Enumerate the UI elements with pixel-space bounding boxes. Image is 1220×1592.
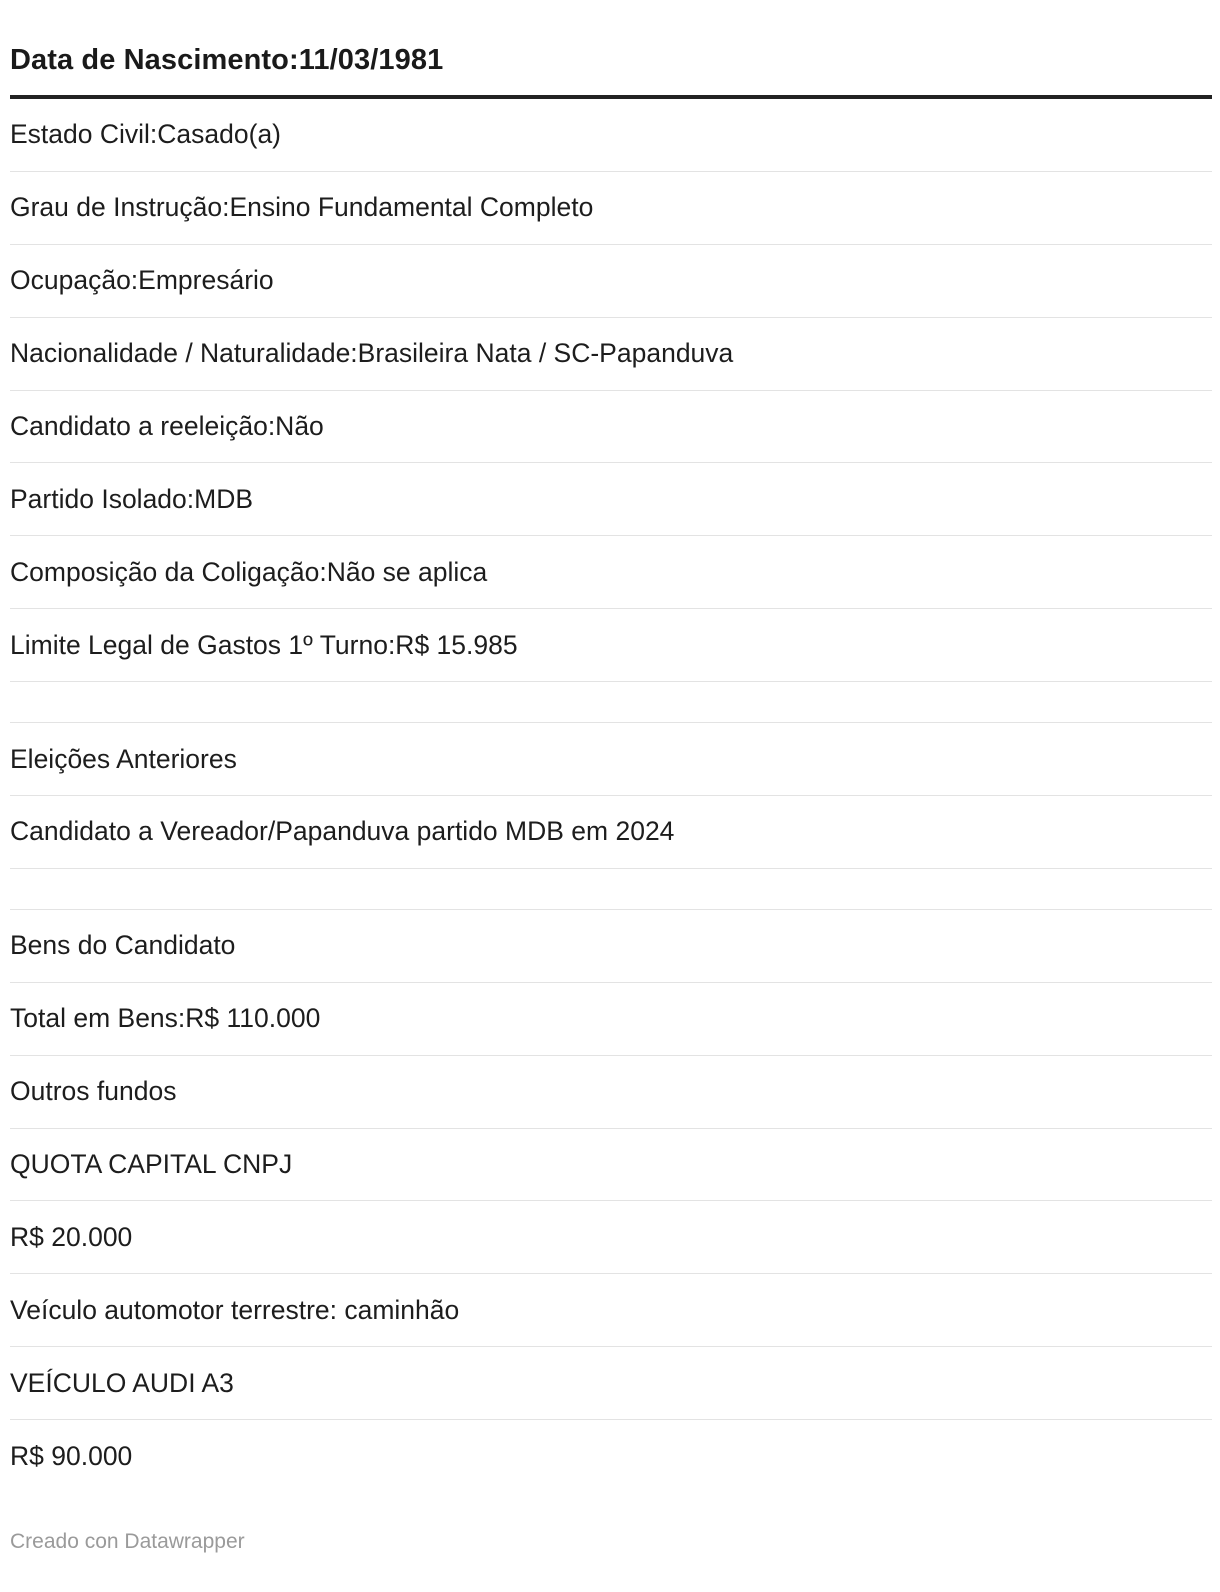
table-row [10, 1056, 1212, 1129]
table-row [10, 1129, 1212, 1202]
table-row-empty [10, 682, 1212, 723]
table-row [10, 1201, 1212, 1274]
row-text: R$ 20.000 [10, 1221, 133, 1252]
row-text: Eleições Anteriores [10, 743, 237, 774]
table-row [10, 1274, 1212, 1347]
row-text: Grau de Instrução:Ensino Fundamental Completo [10, 192, 594, 223]
table-row [10, 172, 1212, 245]
row-text: Limite Legal de Gastos 1º Turno:R$ 15.985 [10, 629, 518, 660]
table-row [10, 463, 1212, 536]
table-header [10, 0, 1212, 99]
table-row [10, 1347, 1212, 1420]
row-text: Total em Bens:R$ 110.000 [10, 1003, 321, 1034]
datawrapper-credit-link[interactable]: Creado con Datawrapper [10, 1530, 245, 1553]
row-text: Candidato a Vereador/Papanduva partido MDB em 2024 [10, 816, 675, 847]
table-row [10, 536, 1212, 609]
table-row [10, 318, 1212, 391]
row-text: Veículo automotor terrestre: caminhão [10, 1294, 460, 1325]
row-text: Partido Isolado:MDB [10, 483, 254, 514]
table-row [10, 910, 1212, 983]
row-text: Ocupação:Empresário [10, 265, 274, 296]
table-row [10, 723, 1212, 796]
header-title: Data de Nascimento:11/03/1981 [10, 44, 444, 76]
table-row [10, 391, 1212, 464]
table-row [10, 99, 1212, 172]
row-text: Nacionalidade / Naturalidade:Brasileira Nata / SC-Papanduva [10, 338, 734, 369]
row-text: QUOTA CAPITAL CNPJ [10, 1149, 293, 1180]
row-text: R$ 90.000 [10, 1441, 133, 1472]
table-row [10, 1420, 1212, 1493]
table-row-empty [10, 869, 1212, 910]
table-row [10, 796, 1212, 869]
table-body [10, 99, 1212, 1493]
row-text: Estado Civil:Casado(a) [10, 119, 282, 150]
row-text: Bens do Candidato [10, 930, 236, 961]
table-row [10, 609, 1212, 682]
row-text: Candidato a reeleição:Não [10, 411, 324, 441]
table-row [10, 983, 1212, 1056]
row-text: Composição da Coligação:Não se aplica [10, 556, 488, 587]
row-text: Outros fundos [10, 1076, 177, 1107]
table-row [10, 245, 1212, 318]
row-text: VEÍCULO AUDI A3 [10, 1367, 234, 1398]
